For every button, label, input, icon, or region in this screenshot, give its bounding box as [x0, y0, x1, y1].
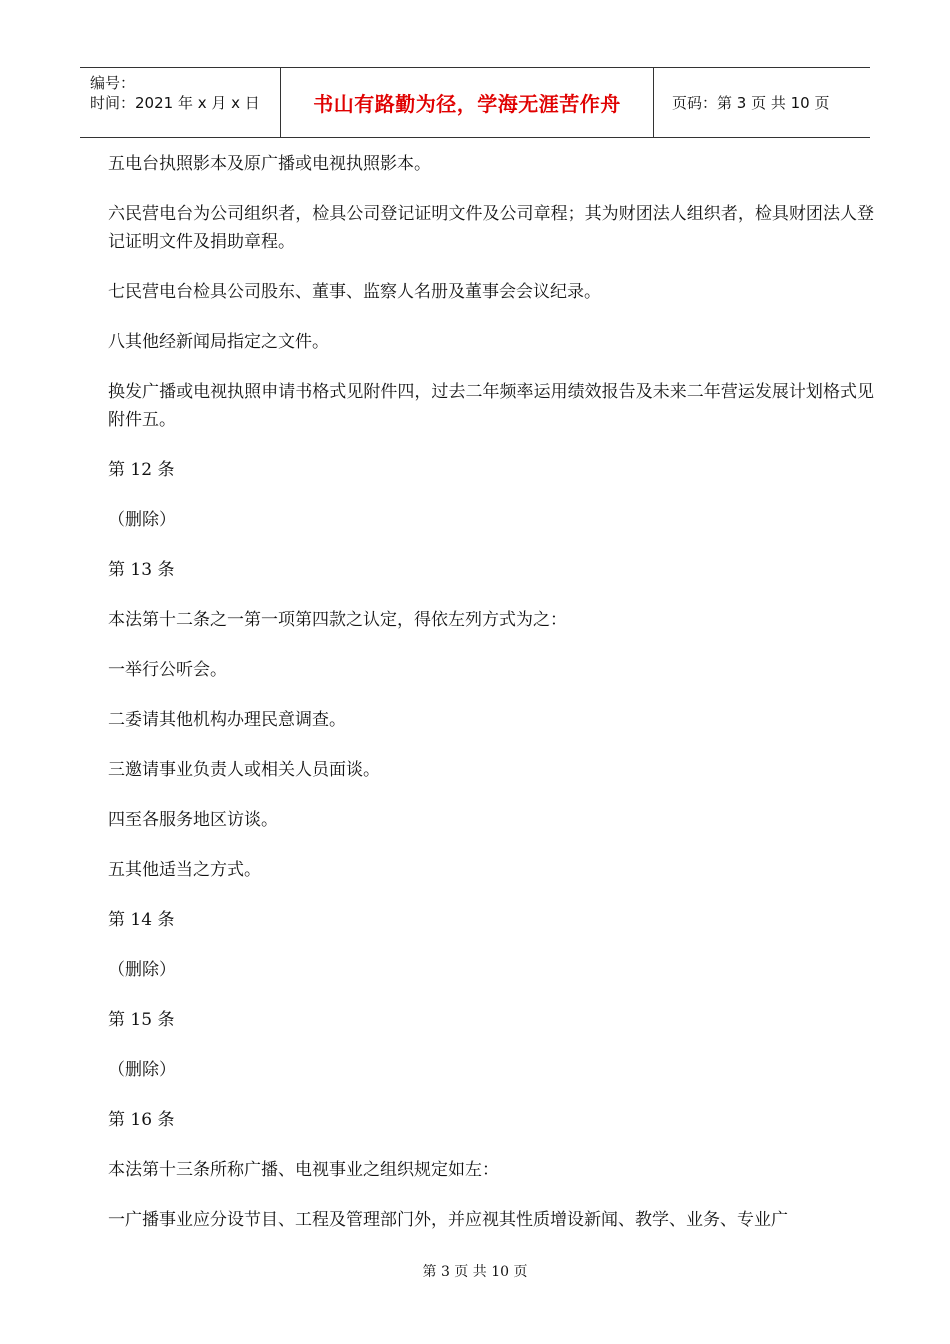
article-heading: 第 16 条 [108, 1110, 175, 1130]
paragraph: 三邀请事业负责人或相关人员面谈。 [108, 760, 380, 780]
page-label: 页码：第 3 页 共 10 页 [672, 94, 830, 112]
document-body [108, 150, 874, 1256]
paragraph: 四至各服务地区访谈。 [108, 810, 278, 830]
page-footer: 第 3 页 共 10 页 [422, 1264, 528, 1280]
article-heading: 第 13 条 [108, 560, 175, 580]
time-label: 时间：2021 年 x 月 x 日 [90, 94, 260, 112]
header-info-cell [80, 68, 281, 137]
paragraph: 二委请其他机构办理民意调查。 [108, 710, 346, 730]
paragraph: （删除） [108, 960, 176, 980]
article-heading: 第 14 条 [108, 910, 175, 930]
paragraph: （删除） [108, 510, 176, 530]
paragraph: 一广播事业应分设节目、工程及管理部门外，并应视其性质增设新闻、教学、业务、专业广 [108, 1210, 788, 1230]
article-heading: 第 12 条 [108, 460, 175, 480]
code-label: 编号： [90, 74, 136, 92]
paragraph: 八其他经新闻局指定之文件。 [108, 332, 329, 352]
paragraph: （删除） [108, 1060, 176, 1080]
paragraph: 七民营电台检具公司股东、董事、监察人名册及董事会会议纪录。 [108, 282, 601, 302]
paragraph: 本法第十二条之一第一项第四款之认定，得依左列方式为之： [108, 610, 567, 630]
header-table [80, 67, 870, 138]
paragraph: 本法第十三条所称广播、电视事业之组织规定如左： [108, 1160, 499, 1180]
article-heading: 第 15 条 [108, 1010, 175, 1030]
paragraph: 六民营电台为公司组织者，检具公司登记证明文件及公司章程；其为财团法人组织者，检具财团法人登记证明文件及捐助章程。 [108, 204, 874, 252]
page-label-cell [664, 68, 870, 137]
motto: 书山有路勤为径，学海无涯苦作舟 [281, 68, 654, 137]
paragraph: 换发广播或电视执照申请书格式见附件四，过去二年频率运用绩效报告及未来二年营运发展计划格式见附件五。 [108, 382, 874, 430]
paragraph: 五其他适当之方式。 [108, 860, 261, 880]
paragraph: 一举行公听会。 [108, 660, 227, 680]
paragraph: 五电台执照影本及原广播或电视执照影本。 [108, 154, 431, 174]
